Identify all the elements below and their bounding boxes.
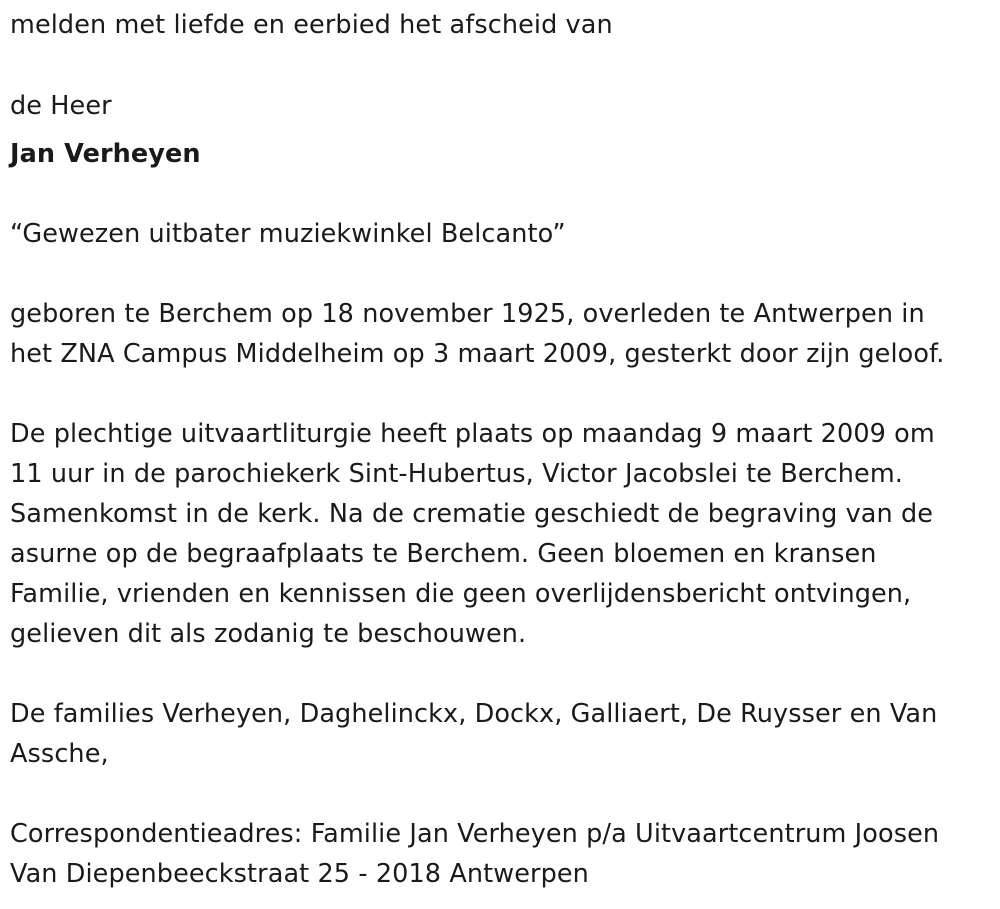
ceremony-line-5: Familie, vrienden en kennissen die geen overlijdensbericht ontvingen, (10, 579, 912, 609)
families-line-2: Assche, (10, 739, 109, 769)
ceremony-line-2: 11 uur in de parochiekerk Sint-Hubertus, Victor Jacobslei te Berchem. (10, 459, 903, 489)
families-line-1: De families Verheyen, Daghelinckx, Dockx, Galliaert, De Ruysser en Van (10, 699, 938, 729)
ceremony-line-4: asurne op de begraafplaats te Berchem. Geen bloemen en kransen (10, 539, 877, 569)
salutation: de Heer (10, 91, 112, 121)
deceased-name: Jan Verheyen (10, 139, 201, 169)
ceremony-line-6: gelieven dit als zodanig te beschouwen. (10, 619, 527, 649)
birth-death-line-2: het ZNA Campus Middelheim op 3 maart 2009, gesterkt door zijn geloof. (10, 339, 945, 369)
ceremony-line-1: De plechtige uitvaartliturgie heeft plaats op maandag 9 maart 2009 om (10, 419, 935, 449)
birth-death-line-1: geboren te Berchem op 18 november 1925, overleden te Antwerpen in (10, 299, 925, 329)
intro-text: melden met liefde en eerbied het afscheid van (10, 10, 613, 40)
correspondence-line-1: Correspondentieadres: Familie Jan Verheyen p/a Uitvaartcentrum Joosen (10, 819, 940, 849)
ceremony-line-3: Samenkomst in de kerk. Na de crematie geschiedt de begraving van de (10, 499, 934, 529)
occupation-quote: “Gewezen uitbater muziekwinkel Belcanto” (10, 219, 566, 249)
correspondence-line-2: Van Diepenbeeckstraat 25 - 2018 Antwerpen (10, 859, 589, 889)
